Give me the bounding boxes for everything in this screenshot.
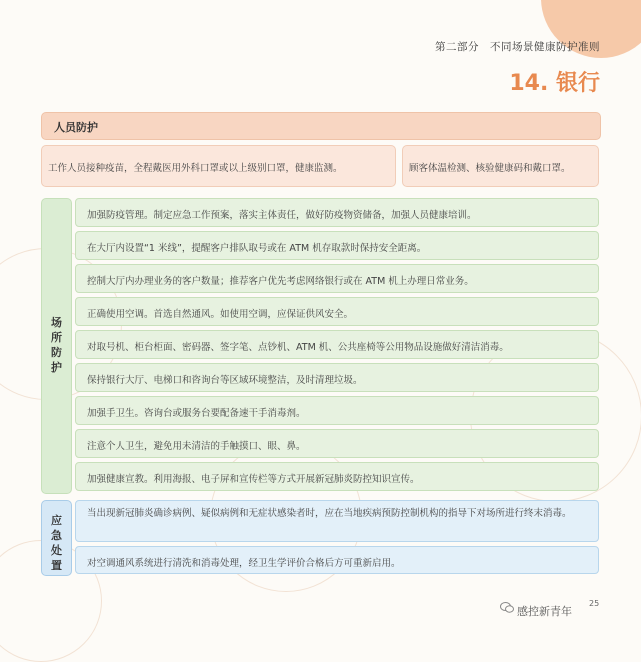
emergency-label-char: 应 急 处 置 xyxy=(51,514,62,572)
venue-item-text: 正确使用空调。首选自然通风。如使用空调，应保证供风安全。 xyxy=(87,309,354,320)
venue-item xyxy=(75,297,599,326)
section-subtitle: 第二部分 不同场景健康防护准则 xyxy=(435,41,600,53)
emergency-item-text: 对空调通风系统进行清洗和消毒处理，经卫生学评价合格后方可重新启用。 xyxy=(87,558,401,569)
venue-item-text: 保持银行大厅、电梯口和咨询台等区域环境整洁，及时清理垃圾。 xyxy=(87,375,363,386)
emergency-item xyxy=(75,500,599,542)
venue-item-text: 加强健康宣教。利用海报、电子屏和宣传栏等方式开展新冠肺炎防控知识宣传。 xyxy=(87,474,420,485)
page-title: 14. 银行 xyxy=(509,71,600,96)
venue-item-text: 在大厅内设置“1 米线”，提醒客户排队取号或在 ATM 机存取款时保持安全距离。 xyxy=(87,243,427,254)
venue-item xyxy=(75,429,599,458)
personnel-item-text: 顾客体温检测、核验健康码和戴口罩。 xyxy=(409,163,571,174)
venue-item xyxy=(75,198,599,227)
watermark-text: 感控新青年 xyxy=(517,605,572,618)
page-number: 25 xyxy=(589,599,600,608)
venue-item xyxy=(75,231,599,260)
venue-item-text: 对取号机、柜台柜面、密码器、签字笔、点钞机、ATM 机、公共座椅等公用物品设施做好清洁消毒。 xyxy=(87,342,509,353)
venue-label xyxy=(42,315,71,375)
venue-label-char: 场 所 防 护 xyxy=(51,316,62,374)
venue-item xyxy=(75,264,599,293)
venue-item-text: 加强手卫生。咨询台或服务台要配备速干手消毒剂。 xyxy=(87,408,306,419)
wechat-icon xyxy=(500,602,514,613)
personnel-item-text: 工作人员接种疫苗，全程戴医用外科口罩或以上级别口罩，健康监测。 xyxy=(48,163,343,174)
venue-label-box xyxy=(41,198,72,494)
emergency-item xyxy=(75,546,599,574)
venue-item xyxy=(75,396,599,425)
personnel-item xyxy=(402,145,599,187)
venue-item xyxy=(75,330,599,359)
personnel-heading-bar xyxy=(41,112,601,140)
venue-item xyxy=(75,363,599,392)
venue-item-text: 控制大厅内办理业务的客户数量；推荐客户优先考虑网络银行或在 ATM 机上办理日常业务。 xyxy=(87,276,474,287)
venue-item-text: 加强防疫管理。制定应急工作预案，落实主体责任，做好防疫物资储备，加强人员健康培训。 xyxy=(87,210,477,221)
personnel-heading: 人员防护 xyxy=(54,121,98,134)
venue-item-text: 注意个人卫生，避免用未清洁的手触摸口、眼、鼻。 xyxy=(87,441,306,452)
emergency-item-text: 当出现新冠肺炎确诊病例、疑似病例和无症状感染者时，应在当地疾病预防控制机构的指导下对场所进行终末消毒。 xyxy=(87,508,572,519)
personnel-item xyxy=(41,145,396,187)
emergency-label-box xyxy=(41,500,72,576)
emergency-label xyxy=(42,513,71,573)
venue-item xyxy=(75,462,599,491)
